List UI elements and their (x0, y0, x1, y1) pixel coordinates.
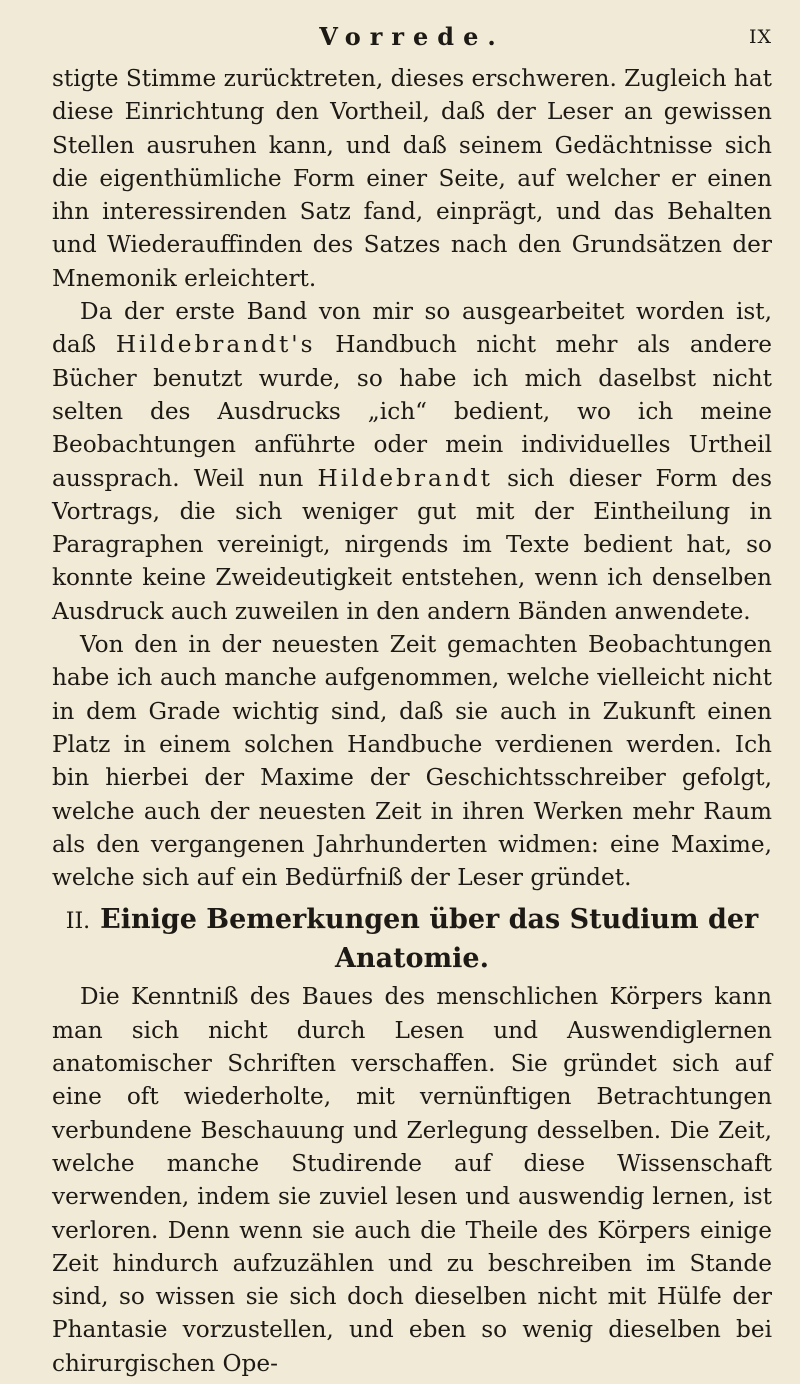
running-head (52, 18, 772, 58)
section-number: II. (65, 909, 91, 935)
author-name-spaced: Hildebrandt (317, 464, 493, 492)
paragraph-text: Von den in der neuesten Zeit gemachten Beobachtungen habe ich auch manche aufgenommen, welche vielleicht nicht in dem Grade wichtig sind, daß sie auch in Zukunft einen Platz in einem solchen Handbuche verdienen werden. Ich bin hierbei der Maxime der Geschichtsschreiber gefolgt, welche auch der neuesten Zeit in ihren Werken mehr Raum als den vergangenen Jahrhunderten widmen: eine Maxime, welche sich auf ein Bedürfniß der Leser gründet. (52, 631, 772, 892)
paragraph-text: stigte Stimme zurücktreten, dieses erschweren. Zugleich hat diese Einrichtung den Vortheil, daß der Leser an gewissen Stellen ausruhen kann, und daß seinem Gedächtnisse sich die eigenthümliche Form einer Seite, auf welcher er einen ihn interessirenden Satz fand, einprägt, und das Behalten und Wiederauffinden des Satzes nach den Grundsätzen der Mnemonik erleichtert. (52, 65, 772, 292)
paragraph (52, 628, 772, 894)
section-title: Einige Bemerkungen über das Studium der (100, 904, 759, 936)
paragraph-text: Die Kenntniß des Baues des menschlichen Körpers kann man sich nicht durch Lesen und Auswendiglernen anatomischer Schriften verschaffen. Sie gründet sich auf eine oft wiederholte, mit vernünftigen Betrachtungen verbundene Beschauung und Zerlegung desselben. Die Zeit, welche manche Studirende auf diese Wissenschaft verwenden, indem sie zuviel lesen und auswendig lernen, ist verloren. Denn wenn sie auch die Theile des Körpers einige Zeit hindurch aufzuzählen und zu beschreiben im Stande sind, so wissen sie sich doch dieselben nicht mit Hülfe der Phantasie vorzustellen, und eben so wenig dieselben bei chirurgischen Ope- (52, 983, 772, 1377)
section-heading (52, 902, 772, 940)
paragraph-continued (52, 62, 772, 295)
section-title-continued: Anatomie. (335, 943, 489, 975)
page-number: IX (748, 26, 772, 48)
paragraph-text: Handbuch nicht mehr als andere Bücher benutzt wurde, so habe ich mich daselbst nicht selten des Ausdrucks „ich“ bedient, wo ich meine Beobachtungen anführte oder mein individuelles Urtheil aussprach. Weil nun (52, 331, 772, 492)
paragraph (52, 980, 772, 1380)
preface-text (52, 62, 772, 1380)
paragraph-text: Da der erste Band von mir so ausgearbeitet worden ist, daß (52, 298, 772, 359)
paragraph-text: sich dieser Form des Vortrags, die sich weniger gut mit der Eintheilung in Paragraphen vereinigt, nirgends im Texte bedient hat, so konnte keine Zweideutigkeit entstehen, wenn ich denselben Ausdruck auch zuweilen in den andern Bänden anwendete. (52, 464, 772, 625)
author-name-spaced: Hildebrandt's (115, 331, 316, 359)
paragraph (52, 295, 772, 628)
running-title: Vorrede. (319, 22, 505, 51)
